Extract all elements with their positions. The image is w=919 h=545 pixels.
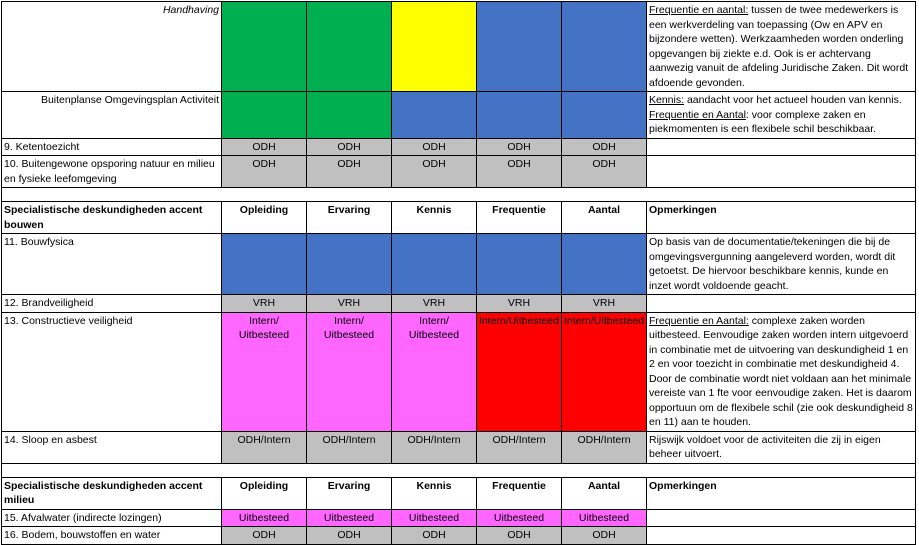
cell-kennis: VRH bbox=[392, 295, 477, 313]
row-label: 16. Bodem, bouwstoffen en water bbox=[2, 527, 222, 545]
row-bouwfysica bbox=[2, 234, 916, 295]
cell-kennis bbox=[392, 92, 477, 139]
cell-kennis: ODH bbox=[392, 138, 477, 156]
row-buitenplanse bbox=[2, 92, 916, 139]
cell-frequentie: VRH bbox=[477, 295, 562, 313]
remark-text: aandacht voor het actueel houden van kennis. bbox=[684, 94, 902, 106]
header-bouwen bbox=[2, 202, 916, 234]
header-frequentie: Frequentie bbox=[477, 477, 562, 509]
row-afvalwater bbox=[2, 509, 916, 527]
cell-ervaring: ODH/Intern bbox=[307, 431, 392, 463]
row-constructieve-veiligheid bbox=[2, 312, 916, 431]
cell-opmerkingen: Op basis van de documentatie/tekeningen die bij de omgevingsvergunning aangeleverd worden, wordt dit getoetst. De hiervoor beschikbare kennis, kunde en inzet wordt voldoende geacht. bbox=[647, 234, 916, 295]
cell-opleiding bbox=[222, 234, 307, 295]
cell-opleiding: ODH bbox=[222, 527, 307, 545]
cell-ervaring bbox=[307, 92, 392, 139]
cell-opleiding: Intern/ Uitbesteed bbox=[222, 312, 307, 431]
cell-aantal: ODH/Intern bbox=[562, 431, 647, 463]
cell-aantal: VRH bbox=[562, 295, 647, 313]
cell-frequentie: ODH bbox=[477, 138, 562, 156]
cell-frequentie bbox=[477, 2, 562, 92]
cell-ervaring bbox=[307, 2, 392, 92]
cell-frequentie bbox=[477, 92, 562, 139]
row-label: 9. Ketentoezicht bbox=[2, 138, 222, 156]
cell-opleiding: ODH/Intern bbox=[222, 431, 307, 463]
cell-ervaring: ODH bbox=[307, 156, 392, 188]
cell-opleiding: ODH bbox=[222, 138, 307, 156]
cell-kennis: ODH bbox=[392, 527, 477, 545]
header-milieu bbox=[2, 477, 916, 509]
deskundigheden-table bbox=[1, 1, 916, 545]
cell-ervaring bbox=[307, 234, 392, 295]
cell-aantal: ODH bbox=[562, 527, 647, 545]
header-opleiding: Opleiding bbox=[222, 477, 307, 509]
cell-aantal bbox=[562, 234, 647, 295]
cell-kennis bbox=[392, 2, 477, 92]
cell-opleiding bbox=[222, 92, 307, 139]
cell-aantal: Uitbesteed bbox=[562, 509, 647, 527]
row-ketentoezicht bbox=[2, 138, 916, 156]
cell-aantal bbox=[562, 2, 647, 92]
cell-opmerkingen bbox=[647, 312, 916, 431]
header-kennis: Kennis bbox=[392, 202, 477, 234]
header-opmerkingen: Opmerkingen bbox=[647, 202, 916, 234]
header-ervaring: Ervaring bbox=[307, 477, 392, 509]
cell-frequentie: ODH/Intern bbox=[477, 431, 562, 463]
row-label: Buitenplanse Omgevingsplan Activiteit bbox=[2, 92, 222, 139]
cell-aantal: Intern/Uitbesteed bbox=[562, 312, 647, 431]
row-sloop-asbest bbox=[2, 431, 916, 463]
cell-opleiding bbox=[222, 2, 307, 92]
remark-heading: Frequentie en Aantal bbox=[649, 108, 746, 121]
cell-ervaring: VRH bbox=[307, 295, 392, 313]
cell-aantal bbox=[562, 92, 647, 139]
cell-opmerkingen bbox=[647, 527, 916, 545]
header-aantal: Aantal bbox=[562, 477, 647, 509]
cell-kennis: ODH bbox=[392, 156, 477, 188]
row-label: 11. Bouwfysica bbox=[2, 234, 222, 295]
cell-opleiding: ODH bbox=[222, 156, 307, 188]
cell-opmerkingen bbox=[647, 156, 916, 188]
cell-frequentie: Uitbesteed bbox=[477, 509, 562, 527]
row-buitengewone-opsporing bbox=[2, 156, 916, 188]
header-frequentie: Frequentie bbox=[477, 202, 562, 234]
row-label: 15. Afvalwater (indirecte lozingen) bbox=[2, 509, 222, 527]
cell-frequentie: Intern/Uitbesteed bbox=[477, 312, 562, 431]
cell-opmerkingen bbox=[647, 138, 916, 156]
cell-opmerkingen bbox=[647, 92, 916, 139]
header-opmerkingen: Opmerkingen bbox=[647, 477, 916, 509]
remark-heading: Kennis: bbox=[649, 94, 685, 106]
cell-kennis: ODH/Intern bbox=[392, 431, 477, 463]
cell-kennis: Uitbesteed bbox=[392, 509, 477, 527]
row-handhaving bbox=[2, 2, 916, 92]
cell-opmerkingen bbox=[647, 509, 916, 527]
row-label: 14. Sloop en asbest bbox=[2, 431, 222, 463]
row-label: Handhaving bbox=[2, 2, 222, 92]
header-ervaring: Ervaring bbox=[307, 202, 392, 234]
cell-opmerkingen bbox=[647, 2, 916, 92]
row-brandveiligheid bbox=[2, 295, 916, 313]
row-bodem bbox=[2, 527, 916, 545]
cell-ervaring: ODH bbox=[307, 527, 392, 545]
remark-text: : voor complexe zaken en piekmomenten is een flexibele schil beschikbaar. bbox=[649, 108, 877, 135]
cell-opmerkingen bbox=[647, 295, 916, 313]
cell-frequentie: ODH bbox=[477, 527, 562, 545]
row-label: 12. Brandveiligheid bbox=[2, 295, 222, 313]
remark-heading: Frequentie en Aantal: bbox=[649, 314, 749, 327]
spacer-row bbox=[2, 463, 916, 477]
cell-kennis bbox=[392, 234, 477, 295]
section-title: Specialistische deskundigheden accent milieu bbox=[2, 477, 222, 509]
section-title: Specialistische deskundigheden accent bouwen bbox=[2, 202, 222, 234]
remark-heading: Frequentie en aantal: bbox=[649, 4, 749, 16]
cell-kennis: Intern/ Uitbesteed bbox=[392, 312, 477, 431]
header-aantal: Aantal bbox=[562, 202, 647, 234]
cell-opmerkingen: Rijswijk voldoet voor de activiteiten die zij in eigen beheer uitvoert. bbox=[647, 431, 916, 463]
header-kennis: Kennis bbox=[392, 477, 477, 509]
cell-ervaring: Intern/ Uitbesteed bbox=[307, 312, 392, 431]
row-label: 13. Constructieve veiligheid bbox=[2, 312, 222, 431]
cell-aantal: ODH bbox=[562, 156, 647, 188]
cell-frequentie: ODH bbox=[477, 156, 562, 188]
cell-frequentie bbox=[477, 234, 562, 295]
header-opleiding: Opleiding bbox=[222, 202, 307, 234]
cell-ervaring: Uitbesteed bbox=[307, 509, 392, 527]
cell-opleiding: VRH bbox=[222, 295, 307, 313]
remark-text: complexe zaken worden uitbesteed. Eenvoudige zaken worden intern uitgevoerd in combinatie met de uitvoering van deskundigheid 1 en 2 en voor toezicht in combinatie met deskundigheid 4. Door de combinatie wordt niet voldaan aan het minimale vereiste van 1 fte voor eenvoudige zaken. Het is daarom opportuun om de flexibele schil (zie ook deskundigheid 8 en 11) aan te houden. bbox=[649, 314, 913, 428]
spacer-row bbox=[2, 188, 916, 202]
cell-ervaring: ODH bbox=[307, 138, 392, 156]
cell-aantal: ODH bbox=[562, 138, 647, 156]
row-label: 10. Buitengewone opsporing natuur en milieu en fysieke leefomgeving bbox=[2, 156, 222, 188]
remark-text: tussen de twee medewerkers is een werkverdeling van toepassing (Ow en APV en bijzondere wetten). Werkzaamheden worden onderling opgevangen bij ziekte e.d. Ook is er achtervang aanwezig vanuit de afdeling Juridische Zaken. Dit wordt afdoende gevonden. bbox=[649, 4, 909, 89]
cell-opleiding: Uitbesteed bbox=[222, 509, 307, 527]
